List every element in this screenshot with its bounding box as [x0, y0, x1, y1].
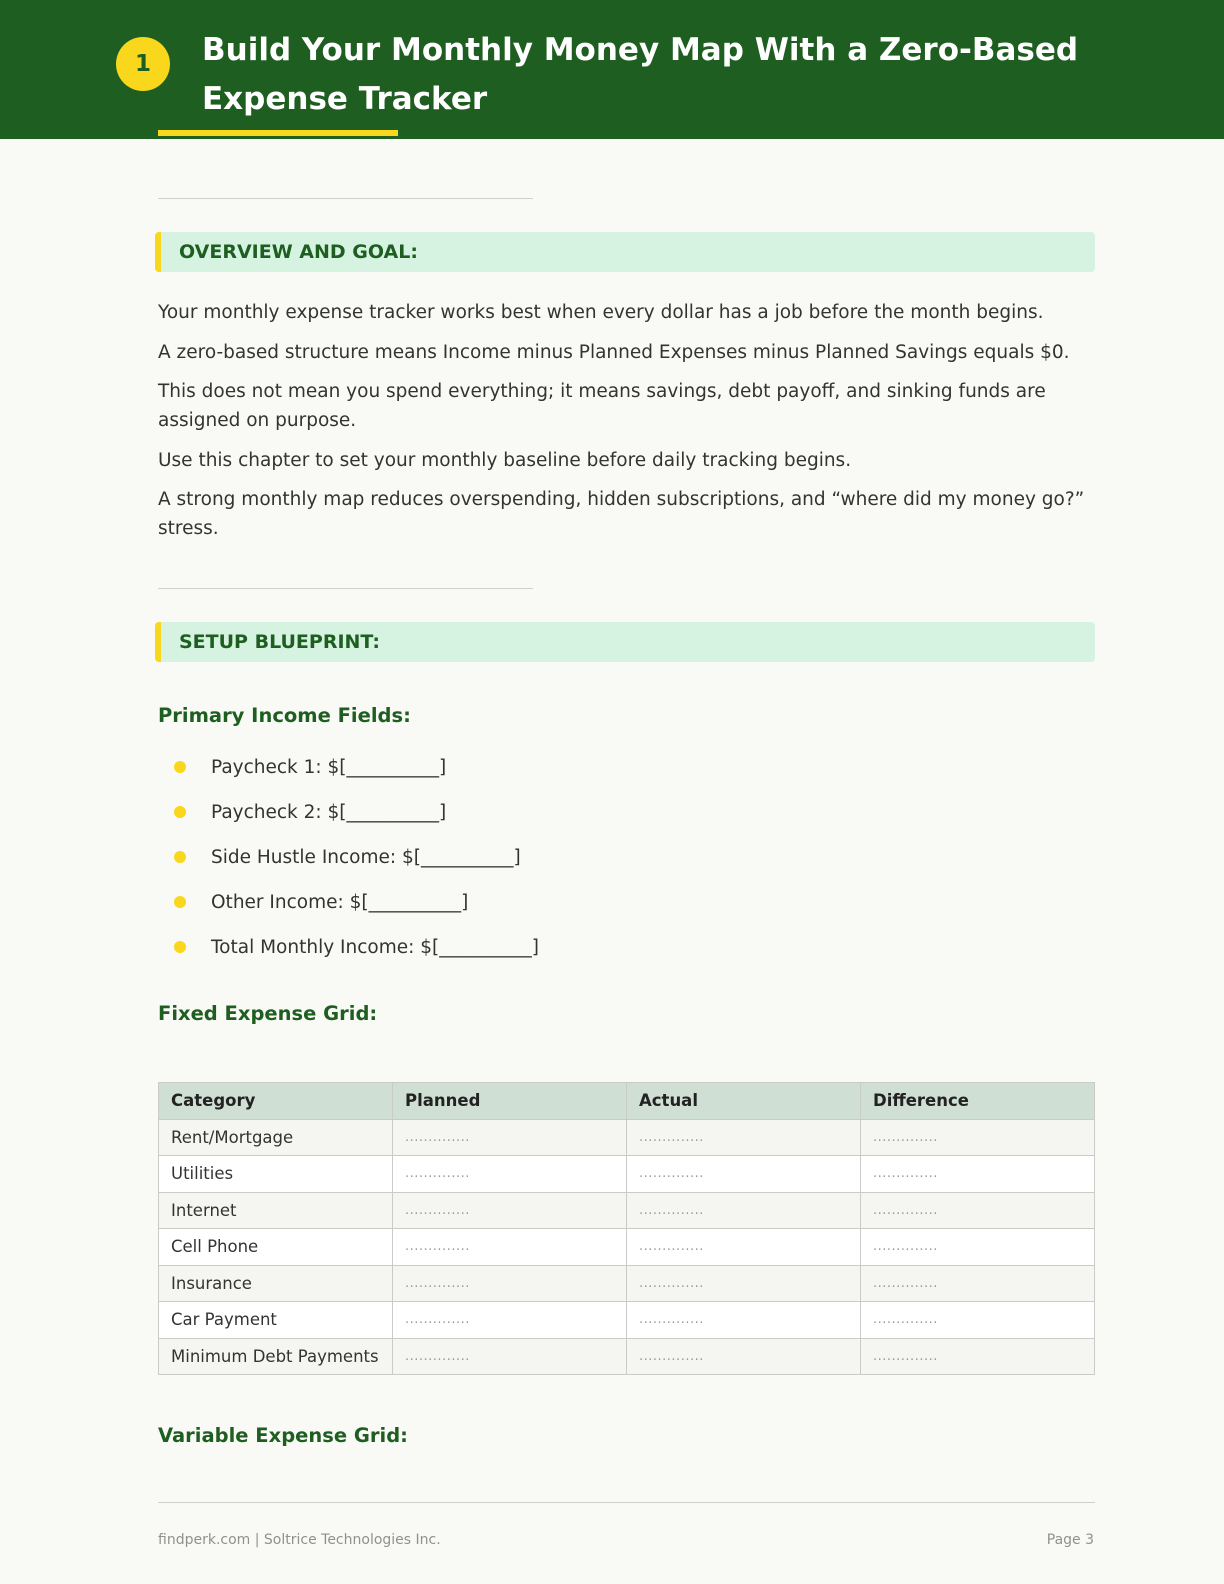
income-field-label: Other Income: $[__________]: [211, 891, 469, 913]
variable-expense-heading: Variable Expense Grid:: [158, 1424, 408, 1447]
chapter-title: Build Your Monthly Money Map With a Zero-Based Expense Tracker: [202, 32, 1079, 117]
difference-blank[interactable]: ..............: [861, 1192, 1095, 1229]
overview-paragraph: A strong monthly map reduces overspending, hidden subscriptions, and “where did my money go?” stress.: [158, 489, 1085, 539]
overview-paragraph: A zero-based structure means Income minus Planned Expenses minus Planned Savings equals $0.: [158, 342, 1070, 363]
actual-blank[interactable]: ..............: [627, 1229, 861, 1266]
footer-publisher: findperk.com | Soltrice Technologies Inc.: [158, 1532, 441, 1548]
section-divider: [158, 588, 533, 589]
fixed-expense-table: [158, 1082, 1095, 1375]
difference-blank[interactable]: ..............: [861, 1119, 1095, 1156]
actual-blank[interactable]: ..............: [627, 1119, 861, 1156]
planned-blank[interactable]: ..............: [393, 1229, 627, 1266]
difference-blank[interactable]: ..............: [861, 1229, 1095, 1266]
table-row: [159, 1156, 1095, 1193]
bullet-icon: [174, 806, 186, 818]
table-row: [159, 1192, 1095, 1229]
income-field-item: [174, 754, 446, 780]
income-field-label: Side Hustle Income: $[__________]: [211, 846, 521, 868]
actual-blank[interactable]: ..............: [627, 1265, 861, 1302]
column-header-planned: Planned: [393, 1083, 627, 1120]
overview-paragraph: This does not mean you spend everything; it means savings, debt payoff, and sinking funds are assigned on purpose.: [158, 381, 1046, 431]
table-row: [159, 1338, 1095, 1375]
bullet-icon: [174, 851, 186, 863]
fixed-expense-heading: Fixed Expense Grid:: [158, 1002, 378, 1025]
footer-divider: [158, 1502, 1095, 1503]
category-cell: Insurance: [159, 1265, 393, 1302]
column-header-actual: Actual: [627, 1083, 861, 1120]
table-row: [159, 1265, 1095, 1302]
table-row: [159, 1302, 1095, 1339]
income-field-item: [174, 934, 539, 960]
bullet-icon: [174, 896, 186, 908]
actual-blank[interactable]: ..............: [627, 1192, 861, 1229]
difference-blank[interactable]: ..............: [861, 1302, 1095, 1339]
income-field-label: Total Monthly Income: $[__________]: [211, 936, 539, 958]
planned-blank[interactable]: ..............: [393, 1338, 627, 1375]
section-divider: [158, 198, 533, 199]
difference-blank[interactable]: ..............: [861, 1156, 1095, 1193]
bullet-icon: [174, 941, 186, 953]
column-header-category: Category: [159, 1083, 393, 1120]
difference-blank[interactable]: ..............: [861, 1338, 1095, 1375]
planned-blank[interactable]: ..............: [393, 1265, 627, 1302]
table-row: [159, 1229, 1095, 1266]
table-header-row: [159, 1083, 1095, 1120]
setup-heading: SETUP BLUEPRINT:: [155, 622, 1095, 662]
category-cell: Internet: [159, 1192, 393, 1229]
actual-blank[interactable]: ..............: [627, 1302, 861, 1339]
difference-blank[interactable]: ..............: [861, 1265, 1095, 1302]
income-field-item: [174, 799, 446, 825]
actual-blank[interactable]: ..............: [627, 1338, 861, 1375]
income-field-label: Paycheck 2: $[__________]: [211, 801, 447, 823]
income-field-item: [174, 844, 521, 870]
income-field-label: Paycheck 1: $[__________]: [211, 756, 447, 778]
category-cell: Minimum Debt Payments: [159, 1338, 393, 1375]
category-cell: Rent/Mortgage: [159, 1119, 393, 1156]
planned-blank[interactable]: ..............: [393, 1119, 627, 1156]
overview-paragraph: Your monthly expense tracker works best when every dollar has a job before the month begins.: [158, 302, 1044, 323]
income-field-item: [174, 889, 468, 915]
category-cell: Cell Phone: [159, 1229, 393, 1266]
category-cell: Car Payment: [159, 1302, 393, 1339]
overview-paragraph: Use this chapter to set your monthly baseline before daily tracking begins.: [158, 450, 852, 471]
category-cell: Utilities: [159, 1156, 393, 1193]
title-accent-underline: [158, 130, 398, 136]
chapter-number-badge: 1: [116, 37, 170, 91]
bullet-icon: [174, 761, 186, 773]
chapter-header: [0, 0, 1224, 139]
actual-blank[interactable]: ..............: [627, 1156, 861, 1193]
table-row: [159, 1119, 1095, 1156]
column-header-difference: Difference: [861, 1083, 1095, 1120]
income-fields-heading: Primary Income Fields:: [158, 704, 411, 727]
overview-heading: OVERVIEW AND GOAL:: [155, 232, 1095, 272]
planned-blank[interactable]: ..............: [393, 1302, 627, 1339]
planned-blank[interactable]: ..............: [393, 1156, 627, 1193]
planned-blank[interactable]: ..............: [393, 1192, 627, 1229]
page-number: Page 3: [1046, 1532, 1094, 1548]
